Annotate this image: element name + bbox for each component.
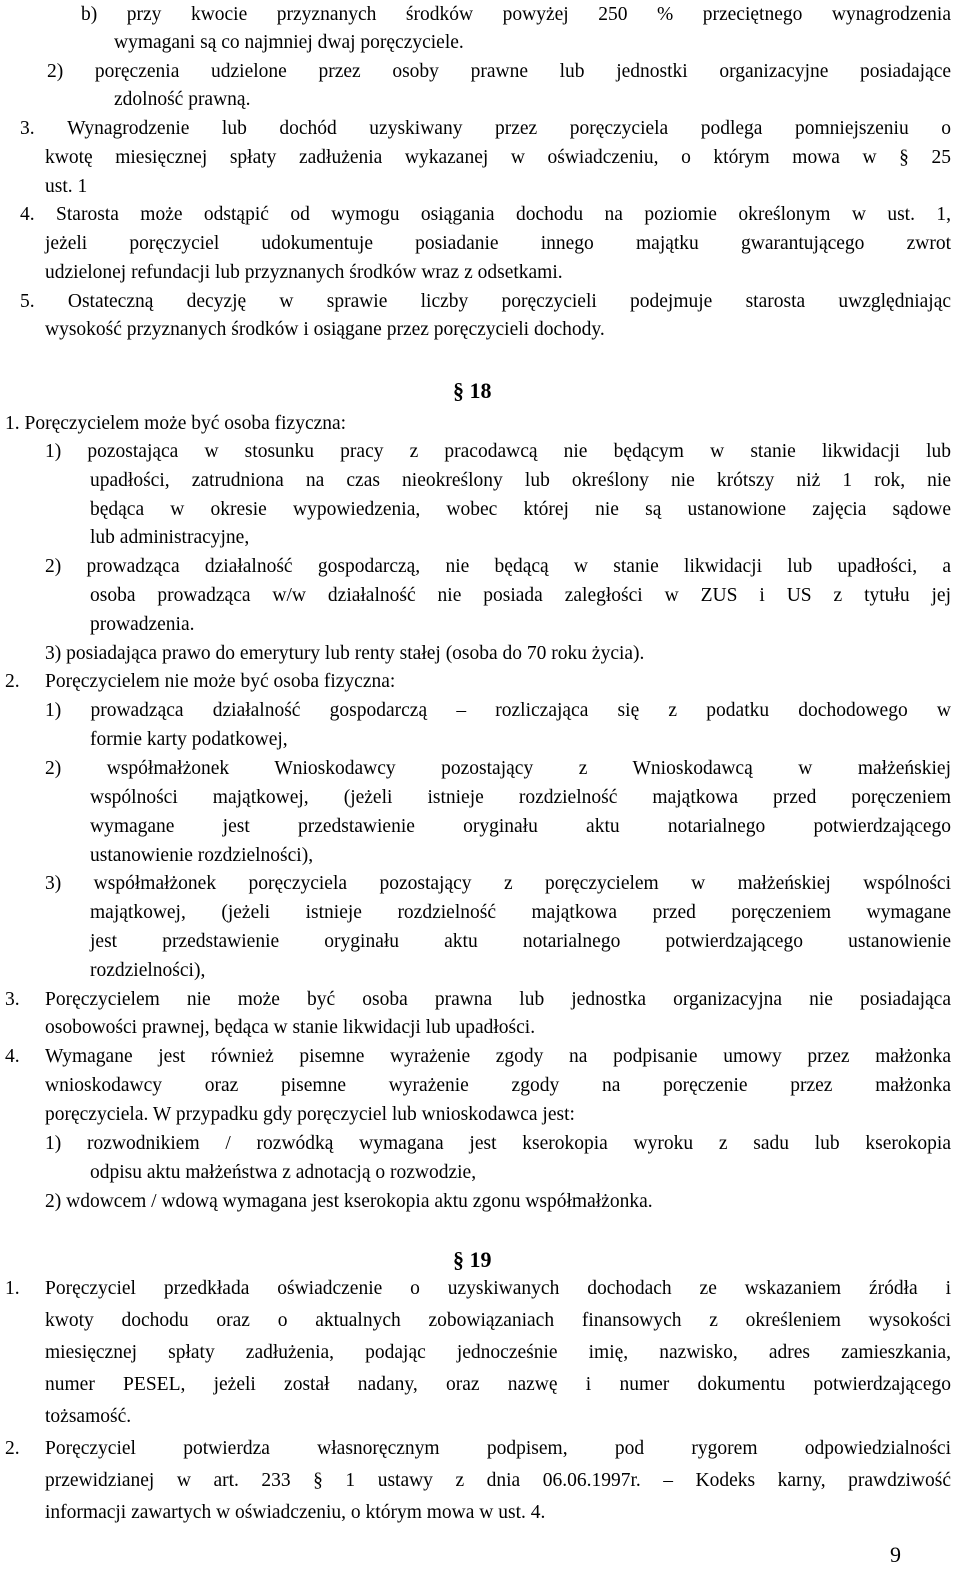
text-line: Wymagane jest również pisemne wyrażenie zgody na podpisanie umowy przez małżonka bbox=[45, 1046, 951, 1067]
text-line: zdolność prawną. bbox=[114, 89, 251, 110]
text-line: b) przy kwocie przyznanych środków powyżej 250 % przeciętnego wynagrodzenia bbox=[81, 4, 951, 25]
text-line: 3. Wynagrodzenie lub dochód uzyskiwany przez poręczyciela podlega pomniejszeniu o bbox=[20, 118, 951, 139]
text-line: 1) pozostająca w stosunku pracy z pracodawcą nie będącym w stanie likwidacji lub bbox=[45, 441, 951, 462]
item-number: 2. bbox=[5, 671, 20, 692]
text-line: 2) wdowcem / wdową wymagana jest kserokopia aktu zgonu współmałżonka. bbox=[45, 1191, 653, 1212]
section-heading: § 19 bbox=[453, 1247, 492, 1272]
text-line: tożsamość. bbox=[45, 1406, 132, 1427]
text-line: Poręczycielem nie może być osoba prawna lub jednostka organizacyjna nie posiadająca bbox=[45, 989, 951, 1010]
text-line: 2) prowadząca działalność gospodarczą, nie będącą w stanie likwidacji lub upadłości, a bbox=[45, 556, 951, 577]
text-line: lub administracyjne, bbox=[90, 527, 250, 548]
text-line: kwoty dochodu oraz o aktualnych zobowiązaniach finansowych z określeniem wysokości bbox=[45, 1310, 951, 1331]
text-line: przewidzianej w art. 233 § 1 ustawy z dnia 06.06.1997r. – Kodeks karny, prawdziwość bbox=[45, 1470, 951, 1491]
text-line: 5. Ostateczną decyzję w sprawie liczby poręczycieli podejmuje starosta uwzględniając bbox=[20, 291, 951, 312]
text-line: Poręczycielem nie może być osoba fizyczna: bbox=[45, 671, 396, 692]
text-line: Poręczyciel potwierdza własnoręcznym podpisem, pod rygorem odpowiedzialności bbox=[45, 1438, 951, 1459]
text-line: udzielonej refundacji lub przyznanych środków wraz z odsetkami. bbox=[45, 262, 563, 283]
text-line: informacji zawartych w oświadczeniu, o którym mowa w ust. 4. bbox=[45, 1502, 546, 1523]
text-line: 2) poręczenia udzielone przez osoby prawne lub jednostki organizacyjne posiadające bbox=[47, 61, 951, 82]
text-line: osoba prowadząca w/w działalność nie posiada zaległości w ZUS i US z tytułu jej bbox=[90, 585, 951, 606]
text-line: 4. Starosta może odstąpić od wymogu osiągania dochodu na poziomie określonym w ust. 1, bbox=[20, 204, 951, 225]
text-line: majątkowej, (jeżeli istnieje rozdzielność majątkowa przed poręczeniem wymagane bbox=[90, 902, 951, 923]
text-line: 1. Poręczycielem może być osoba fizyczna: bbox=[5, 413, 347, 434]
text-line: miesięcznej spłaty zadłużenia, podając jednocześnie imię, nazwisko, adres zamieszkania, bbox=[45, 1342, 951, 1363]
text-line: formie karty podatkowej, bbox=[90, 729, 288, 750]
text-line: 3) posiadająca prawo do emerytury lub renty stałej (osoba do 70 roku życia). bbox=[45, 643, 645, 664]
item-number: 1. bbox=[5, 1278, 20, 1299]
text-line: wnioskodawcy oraz pisemne wyrażenie zgody na poręczenie przez małżonka bbox=[45, 1075, 951, 1096]
text-line: ust. 1 bbox=[45, 176, 88, 197]
text-line: Poręczyciel przedkłada oświadczenie o uzyskiwanych dochodach ze wskazaniem źródła i bbox=[45, 1278, 951, 1299]
item-number: 4. bbox=[5, 1046, 20, 1067]
item-number: 3. bbox=[5, 989, 20, 1010]
section-heading: § 18 bbox=[453, 378, 492, 403]
text-line: prowadzenia. bbox=[90, 614, 195, 635]
text-line: jest przedstawienie oryginału aktu notarialnego potwierdzającego ustanowienie bbox=[90, 931, 951, 952]
text-line: 2) współmałżonek Wnioskodawcy pozostający z Wnioskodawcą w małżeńskiej bbox=[45, 758, 951, 779]
text-line: odpisu aktu małżeństwa z adnotacją o rozwodzie, bbox=[90, 1162, 477, 1183]
page-number: 9 bbox=[890, 1542, 901, 1567]
text-line: osobowości prawnej, będąca w stanie likwidacji lub upadłości. bbox=[45, 1017, 536, 1038]
text-line: wymagani są co najmniej dwaj poręczyciele. bbox=[114, 32, 464, 53]
text-line: numer PESEL, jeżeli został nadany, oraz nazwę i numer dokumentu potwierdzającego bbox=[45, 1374, 951, 1395]
text-line: 1) prowadząca działalność gospodarczą – rozliczająca się z podatku dochodowego w bbox=[45, 700, 951, 721]
text-line: upadłości, zatrudniona na czas nieokreślony lub określony nie krótszy niż 1 rok, nie bbox=[90, 470, 951, 491]
text-line: jeżeli poręczyciel udokumentuje posiadanie innego majątku gwarantującego zwrot bbox=[45, 233, 951, 254]
text-line: wspólności majątkowej, (jeżeli istnieje rozdzielność majątkowa przed poręczeniem bbox=[90, 787, 951, 808]
text-line: rozdzielności), bbox=[90, 960, 206, 981]
text-line: będąca w okresie wypowiedzenia, wobec której nie są ustanowione zajęcia sądowe bbox=[90, 499, 951, 520]
text-line: 1) rozwodnikiem / rozwódką wymagana jest kserokopia wyroku z sadu lub kserokopia bbox=[45, 1133, 951, 1154]
text-line: wymagane jest przedstawienie oryginału aktu notarialnego potwierdzającego bbox=[90, 816, 951, 837]
text-line: wysokość przyznanych środków i osiągane przez poręczycieli dochody. bbox=[45, 319, 605, 340]
text-line: kwotę miesięcznej spłaty zadłużenia wykazanej w oświadczeniu, o którym mowa w § 25 bbox=[45, 147, 951, 168]
text-line: poręczyciela. W przypadku gdy poręczyciel lub wnioskodawca jest: bbox=[45, 1104, 575, 1125]
text-line: ustanowienie rozdzielności), bbox=[90, 845, 314, 866]
item-number: 2. bbox=[5, 1438, 20, 1459]
text-line: 3) współmałżonek poręczyciela pozostający z poręczycielem w małżeńskiej wspólności bbox=[45, 873, 951, 894]
